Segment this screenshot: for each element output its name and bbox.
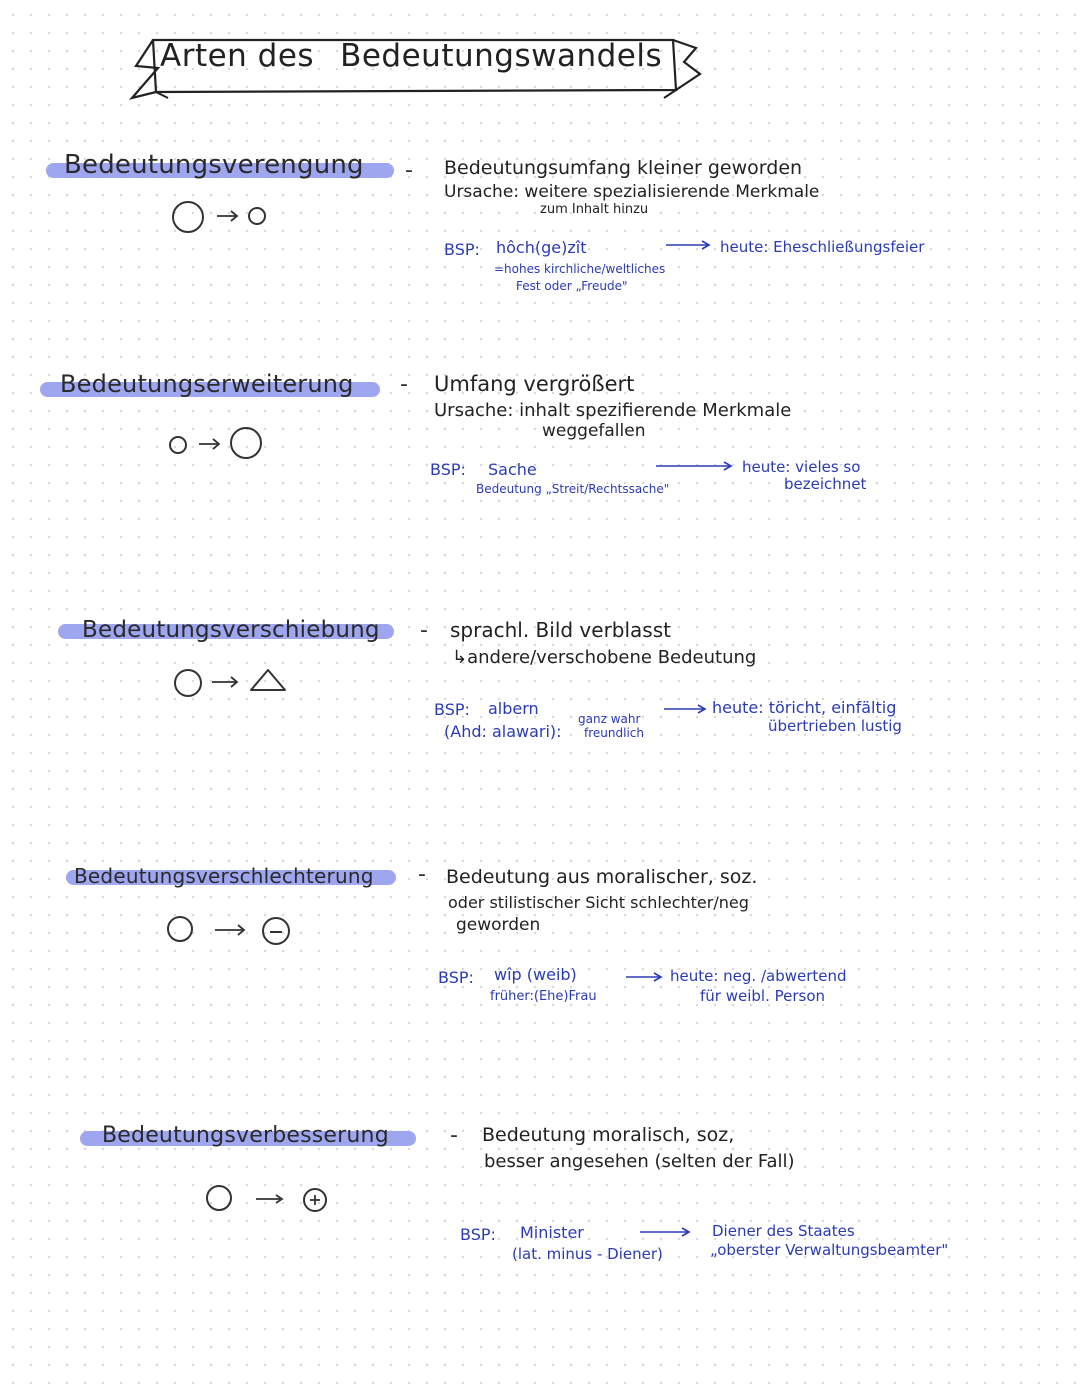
circle-icon xyxy=(207,1186,231,1210)
arrow-right-icon xyxy=(256,1195,282,1203)
example-note: =hohes kirchliche/weltliches xyxy=(494,262,666,276)
example-note: ganz wahr xyxy=(578,712,641,726)
heading-bedeutungserweiterung: Bedeutungserweiterung xyxy=(60,370,354,398)
large-circle-icon xyxy=(173,202,203,232)
description-line: Ursache: weitere spezialisierende Merkmale xyxy=(444,182,820,202)
description-line: besser angesehen (selten der Fall) xyxy=(484,1151,795,1172)
example-word: Minister xyxy=(520,1223,584,1242)
dash: - xyxy=(418,862,426,887)
dash: - xyxy=(405,158,413,183)
description-line: Umfang vergrößert xyxy=(434,372,635,396)
bsp-label: BSP: xyxy=(460,1225,496,1244)
example-result: heute: vieles so xyxy=(742,458,861,476)
bsp-label: BSP: xyxy=(434,700,470,719)
example-result: heute: töricht, einfältig xyxy=(712,698,897,717)
title-part2: Bedeutungswandels xyxy=(340,38,663,74)
description-line: oder stilistischer Sicht schlechter/neg xyxy=(448,893,749,912)
heading-bedeutungsverengung: Bedeutungsverengung xyxy=(64,150,364,180)
description-line: Bedeutung moralisch, soz, xyxy=(482,1124,735,1146)
small-circle-icon xyxy=(170,437,186,453)
example-word: Sache xyxy=(488,460,537,479)
example-note: Bedeutung „Streit/Rechtssache" xyxy=(476,482,670,496)
title-part1: Arten des xyxy=(160,38,315,74)
heading-bedeutungsverschlechterung: Bedeutungsverschlechterung xyxy=(74,864,374,888)
bsp-label: BSP: xyxy=(444,240,480,259)
description-line: zum Inhalt hinzu xyxy=(540,202,649,217)
circle-icon xyxy=(175,670,201,696)
example-result: für weibl. Person xyxy=(700,987,826,1005)
arrow-right-icon xyxy=(217,211,237,221)
triangle-icon xyxy=(251,670,285,690)
description-line: Bedeutung aus moralischer, soz. xyxy=(446,866,758,888)
arrow-right-icon xyxy=(199,439,219,449)
description-line: ↳andere/verschobene Bedeutung xyxy=(452,647,757,668)
example-word: hôch(ge)zît xyxy=(496,238,587,257)
bsp-label: BSP: xyxy=(430,460,466,479)
description-line: Ursache: inhalt spezifierende Merkmale xyxy=(434,400,792,421)
plus-circle-icon xyxy=(304,1189,326,1211)
example-note: früher:(Ehe)Frau xyxy=(490,989,597,1004)
example-word: albern xyxy=(488,699,539,718)
example-result: übertrieben lustig xyxy=(768,717,902,735)
description-line: sprachl. Bild verblasst xyxy=(450,618,671,642)
example-note: freundlich xyxy=(584,726,644,740)
example-note: Fest oder „Freude" xyxy=(516,279,628,293)
dash: - xyxy=(400,372,408,397)
example-result: heute: Eheschließungsfeier xyxy=(720,238,925,256)
example-result: bezeichnet xyxy=(784,475,867,493)
description-line: geworden xyxy=(456,915,541,935)
small-circle-icon xyxy=(249,208,265,224)
example-note: (Ahd: alawari): xyxy=(444,722,562,741)
heading-bedeutungsverschiebung: Bedeutungsverschiebung xyxy=(82,617,380,643)
dash: - xyxy=(450,1123,458,1148)
large-circle-icon xyxy=(231,428,261,458)
example-result: Diener des Staates xyxy=(712,1222,855,1240)
example-result: heute: neg. /abwertend xyxy=(670,967,847,985)
example-word: wîp (weib) xyxy=(494,965,577,984)
description-line: Bedeutungsumfang kleiner geworden xyxy=(444,157,803,179)
arrow-right-icon xyxy=(215,925,244,935)
bsp-label: BSP: xyxy=(438,968,474,987)
minus-circle-icon xyxy=(263,918,289,944)
example-note: (lat. minus - Diener) xyxy=(512,1245,663,1263)
circle-icon xyxy=(168,917,192,941)
arrow-right-icon xyxy=(212,677,237,687)
page-title xyxy=(160,38,662,74)
heading-bedeutungsverbesserung: Bedeutungsverbesserung xyxy=(102,1123,389,1148)
description-line: weggefallen xyxy=(542,421,646,441)
example-result: „oberster Verwaltungsbeamter" xyxy=(710,1241,949,1259)
dash: - xyxy=(420,618,428,643)
